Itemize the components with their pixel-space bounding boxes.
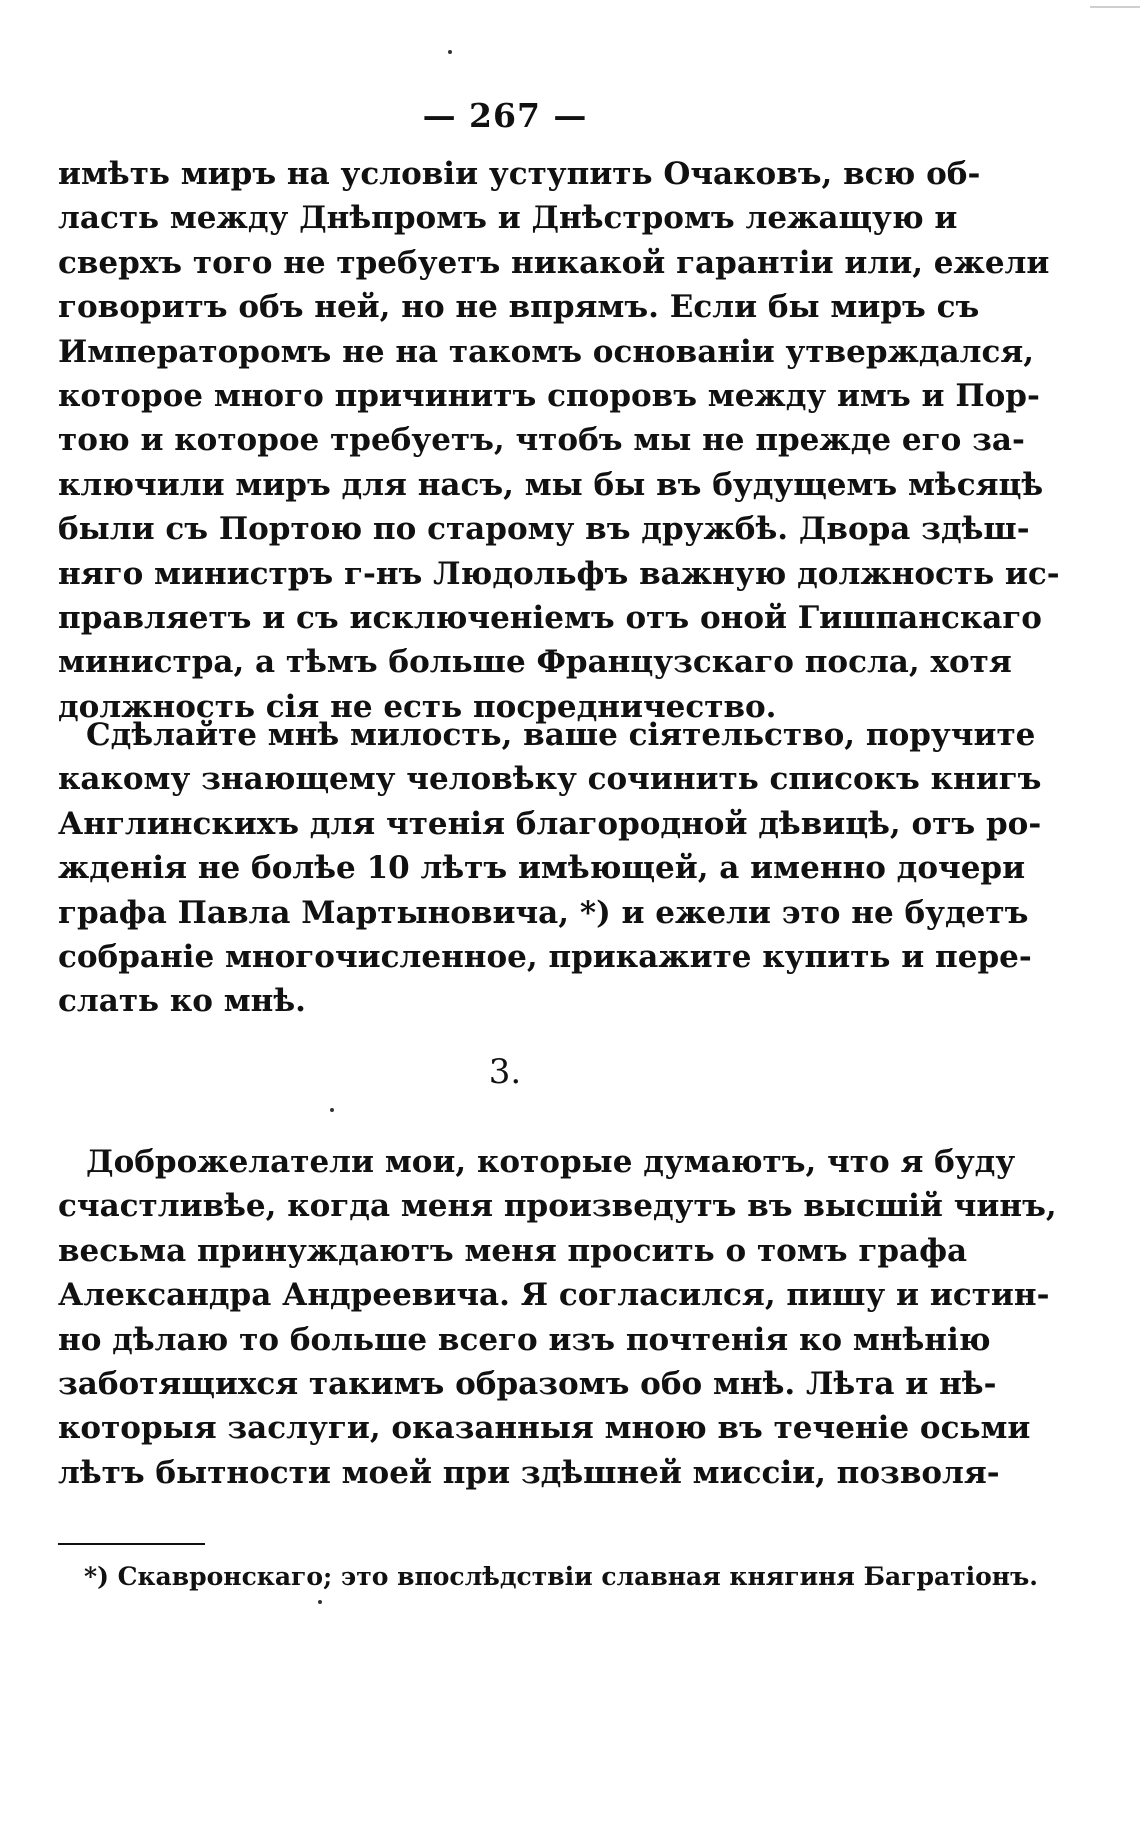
footnote: *) Скавронскаго; это впослѣдствіи славная княгиня Багратіонъ. xyxy=(84,1562,1038,1591)
text-line: какому знающему человѣку сочинить списокъ книгъ xyxy=(58,761,1042,798)
text-line: лѣтъ бытности моей при здѣшней миссіи, позволя- xyxy=(58,1454,1000,1491)
text-line: ключили миръ для насъ, мы бы въ будущемъ мѣсяцѣ xyxy=(58,466,1044,503)
text-line: жденія не болѣе 10 лѣтъ имѣющей, а именно дочери xyxy=(58,850,1026,887)
scan-speck xyxy=(330,1108,334,1112)
text-line: весьма принуждаютъ меня просить о томъ графа xyxy=(58,1232,968,1269)
text-line: Александра Андреевича. Я согласился, пишу и истин- xyxy=(58,1277,1050,1314)
text-line: счастливѣе, когда меня произведутъ въ высшій чинъ, xyxy=(58,1188,1057,1225)
paragraph-3 xyxy=(58,1140,1057,1495)
text-line: имѣть миръ на условіи уступить Очаковъ, всю об- xyxy=(58,156,981,192)
scan-speck xyxy=(448,50,452,54)
text-line: няго министръ г-нъ Людольфъ важную должность ис- xyxy=(58,555,1060,592)
text-line: должность сія не есть посредничество. xyxy=(58,688,777,725)
text-line: говоритъ объ ней, но не впрямъ. Если бы миръ съ xyxy=(58,289,980,326)
text-line: ласть между Днѣпромъ и Днѣстромъ лежащую и xyxy=(58,200,958,237)
text-line: Доброжелатели мои, которые думаютъ, что я буду xyxy=(86,1144,1016,1180)
text-line: правляетъ и съ исключеніемъ отъ оной Гишпанскаго xyxy=(58,599,1042,636)
scan-edge-rule xyxy=(1090,6,1140,8)
text-line: Императоромъ не на такомъ основаніи утверждался, xyxy=(58,333,1035,370)
text-line: которыя заслуги, оказанныя мною въ теченіе осьми xyxy=(58,1410,1031,1447)
text-line: заботящихся такимъ образомъ обо мнѣ. Лѣта и нѣ- xyxy=(58,1365,997,1402)
text-line: Англинскихъ для чтенія благородной дѣвицѣ, отъ ро- xyxy=(58,805,1042,842)
text-line: собраніе многочисленное, прикажите купить и пере- xyxy=(58,938,1032,975)
text-line: слать ко мнѣ. xyxy=(58,983,306,1020)
text-line: были съ Портою по старому въ дружбѣ. Двора здѣш- xyxy=(58,511,1030,548)
section-number: 3. xyxy=(488,1052,522,1092)
text-line: графа Павла Мартыновича, *) и ежели это не будетъ xyxy=(58,894,1029,931)
footnote-divider xyxy=(58,1543,205,1545)
text-line: но дѣлаю то больше всего изъ почтенія ко мнѣнію xyxy=(58,1321,991,1358)
paragraph-1 xyxy=(58,152,1060,729)
paragraph-2 xyxy=(58,713,1042,1024)
text-line: которое много причинитъ споровъ между имъ и Пор- xyxy=(58,377,1040,414)
text-line: министра, а тѣмъ больше Французскаго посла, хотя xyxy=(58,644,1012,681)
text-line: Сдѣлайте мнѣ милость, ваше сіятельство, поручите xyxy=(86,717,1036,753)
scan-speck xyxy=(318,1600,322,1604)
text-line: тою и которое требуетъ, чтобъ мы не прежде его за- xyxy=(58,422,1025,459)
text-line: сверхъ того не требуетъ никакой гарантіи или, ежели xyxy=(58,244,1050,281)
page-number: — 267 — xyxy=(422,96,588,135)
